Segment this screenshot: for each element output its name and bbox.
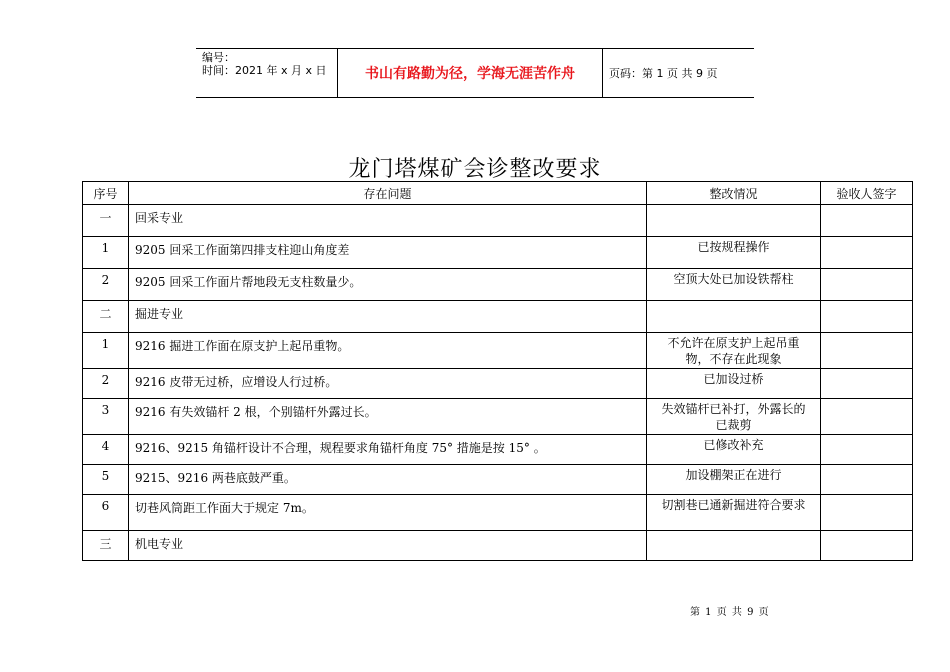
col-header-issue: 存在问题 bbox=[129, 182, 647, 205]
row-sign bbox=[821, 269, 913, 301]
row-no: 6 bbox=[83, 495, 129, 531]
row-sign bbox=[821, 495, 913, 531]
row-no: 2 bbox=[83, 369, 129, 399]
row-issue: 回采专业 bbox=[129, 205, 647, 237]
row-sign bbox=[821, 465, 913, 495]
row-issue: 9205 回采工作面片帮地段无支柱数量少。 bbox=[129, 269, 647, 301]
table-row bbox=[83, 301, 913, 333]
table-header-row bbox=[83, 182, 913, 205]
row-no: 二 bbox=[83, 301, 129, 333]
page-title: 龙门塔煤矿会诊整改要求 bbox=[348, 157, 602, 182]
row-status: 加设棚架正在进行 bbox=[647, 465, 821, 495]
row-issue: 9205 回采工作面第四排支柱迎山角度差 bbox=[129, 237, 647, 269]
row-no: 5 bbox=[83, 465, 129, 495]
row-status: 已修改补充 bbox=[647, 435, 821, 465]
serial-label: 编号： bbox=[202, 51, 235, 64]
table-row bbox=[83, 333, 913, 369]
row-no: 3 bbox=[83, 399, 129, 435]
col-header-status: 整改情况 bbox=[647, 182, 821, 205]
row-issue: 掘进专业 bbox=[129, 301, 647, 333]
row-sign bbox=[821, 531, 913, 561]
row-no: 1 bbox=[83, 237, 129, 269]
row-status: 失效锚杆已补打，外露长的已裁剪 bbox=[647, 399, 821, 435]
motto-text: 书山有路勤为径，学海无涯苦作舟 bbox=[338, 49, 603, 97]
table-row bbox=[83, 237, 913, 269]
page-info: 页码：第 1 页 共 9 页 bbox=[609, 67, 718, 80]
row-sign bbox=[821, 301, 913, 333]
row-sign bbox=[821, 399, 913, 435]
row-status: 不允许在原支护上起吊重物，不存在此现象 bbox=[647, 333, 821, 369]
rectification-table bbox=[82, 181, 913, 561]
row-no: 三 bbox=[83, 531, 129, 561]
row-no: 1 bbox=[83, 333, 129, 369]
document-header bbox=[196, 48, 754, 98]
row-issue: 9216 有失效锚杆 2 根，个别锚杆外露过长。 bbox=[129, 399, 647, 435]
row-status: 已加设过桥 bbox=[647, 369, 821, 399]
table-row bbox=[83, 495, 913, 531]
time-label: 时间：2021 年 x 月 x 日 bbox=[202, 64, 327, 77]
row-sign bbox=[821, 435, 913, 465]
row-issue: 9216、9215 角锚杆设计不合理，规程要求角锚杆角度 75° 措施是按 15° 。 bbox=[129, 435, 647, 465]
table-row bbox=[83, 269, 913, 301]
row-issue: 9216 皮带无过桥，应增设人行过桥。 bbox=[129, 369, 647, 399]
table-row bbox=[83, 369, 913, 399]
row-sign bbox=[821, 369, 913, 399]
row-sign bbox=[821, 205, 913, 237]
row-issue: 9215、9216 两巷底鼓严重。 bbox=[129, 465, 647, 495]
row-sign bbox=[821, 333, 913, 369]
col-header-no: 序号 bbox=[83, 182, 129, 205]
table-row bbox=[83, 205, 913, 237]
page-footer: 第 1 页 共 9 页 bbox=[690, 607, 770, 618]
header-meta bbox=[196, 49, 338, 97]
row-status: 空顶大处已加设铁帮柱 bbox=[647, 269, 821, 301]
row-no: 2 bbox=[83, 269, 129, 301]
row-status: 切割巷已通新掘进符合要求 bbox=[647, 495, 821, 531]
row-issue: 机电专业 bbox=[129, 531, 647, 561]
table-row bbox=[83, 465, 913, 495]
row-issue: 9216 掘进工作面在原支护上起吊重物。 bbox=[129, 333, 647, 369]
row-status bbox=[647, 301, 821, 333]
table-row bbox=[83, 531, 913, 561]
col-header-sign: 验收人签字 bbox=[821, 182, 913, 205]
row-no: 一 bbox=[83, 205, 129, 237]
table-row bbox=[83, 435, 913, 465]
row-sign bbox=[821, 237, 913, 269]
row-status bbox=[647, 531, 821, 561]
row-status bbox=[647, 205, 821, 237]
table-row bbox=[83, 399, 913, 435]
row-no: 4 bbox=[83, 435, 129, 465]
row-status: 已按规程操作 bbox=[647, 237, 821, 269]
row-issue: 切巷风筒距工作面大于规定 7m。 bbox=[129, 495, 647, 531]
